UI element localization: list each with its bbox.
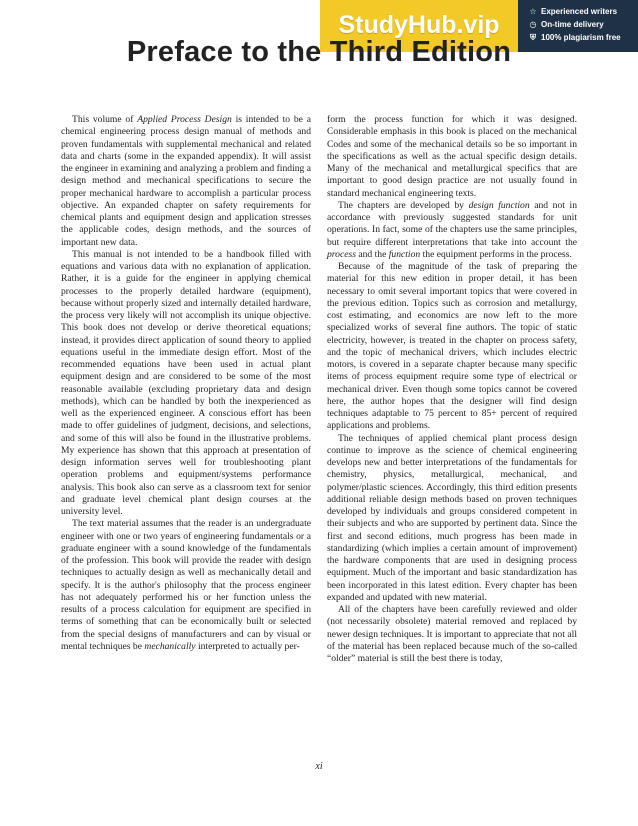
text-run: The chapters are developed by — [338, 199, 469, 211]
text-run: is intended to be a chemical engineering process design manual of methods and proven fundamentals with supplemental mechanical and related data and charts (some in the expanded appendix). It will assist the engineer in examining and analyzing a problem and finding a design method and mechanical specifications to secure the proper mechanical hardware to accomplish a particular process objective. An expanded chapter on safety requirements for chemical plants and equipment design and application stresses the applicable codes, design methods, and the sources of important new data. — [61, 114, 311, 248]
badge-label: On-time delivery — [541, 20, 604, 29]
paragraph: The techniques of applied chemical plant process design continue to improve as the science of chemical engineering develops new and better interpretations of the fundamentals for chemistry, physics, metallurgical, mechanical, and polymer/plastic sciences. Accordingly, this third edition presents additional reliable design methods based on proven techniques developed by individuals and groups considered competent in their subjects and who are supported by pertinent data. Since the first and second editions, much progress has been made in standardizing (which implies a certain amount of improvement) the hardware components that are used in designing process equipment. Much of the important and basic standardization has been incorporated in this latest edition. Every chapter has been expanded and updated with new material. — [327, 432, 577, 603]
emphasis: design function — [468, 199, 530, 211]
badge-experienced-writers — [528, 5, 638, 18]
brand-logo[interactable]: StudyHub.vip — [320, 0, 518, 52]
badge-label: 100% plagiarism free — [541, 33, 621, 42]
text-run: the equipment performs in the process. — [420, 248, 572, 260]
book-title: Applied Process Design — [137, 114, 232, 125]
text-column-right — [327, 114, 577, 665]
page-title: Preface to the Third Edition — [126, 36, 512, 68]
page-number: xi — [315, 761, 323, 772]
paragraph — [61, 518, 311, 653]
text-run: and not in accordance with previously suggested standards for unit operations. In fact, some of the chapters use the same principles, but require different interpretations that take into account the — [327, 199, 577, 248]
badge-on-time-delivery — [528, 18, 638, 31]
badge-label: Experienced writers — [541, 7, 618, 16]
text-column-left — [61, 114, 311, 653]
text-run: The text material assumes that the reader is an undergraduate engineer with one or two years of engineering fundamentals or a graduate engineer with a sound knowledge of the fundamentals of the profession. This book will provide the reader with design techniques to actually design as well as mechanically detail and specify. It is the author's philosophy that the process engineer has not adequately performed his or her function unless the results of a process calculation for equipment are specified in terms of something that can be economically built or selected from the special designs of manufacturers and can by visual or mental techniques be — [61, 518, 311, 652]
paragraph: Because of the magnitude of the task of preparing the material for this new edition in proper detail, it has been necessary to omit several important topics that were covered in the previous edition. Topics such as corrosion and metallurgy, cost estimating, and economics are now left to the more specialized works of several fine authors. The topic of static electricity, however, is treated in the chapter on process safety, and the topic of mechanical drivers, which includes electric motors, is covered in a separate chapter because many specific items of process equipment require some type of electrical or mechanical driver. Even though some topics cannot be covered here, the author hopes that the designer will find design techniques adaptable to 75 percent to 85+ percent of required applications and problems. — [327, 261, 577, 432]
emphasis: process — [327, 248, 356, 260]
text-run: and the — [355, 248, 389, 260]
paragraph: This manual is not intended to be a handbook filled with equations and various data with no explanation of application. Rather, it is a guide for the engineer in applying chemical processes to the properly detailed hardware (equipment), because without properly sized and internally detailed hardware, the process very likely will not accomplish its unique objective. This book does not develop or derive theoretical equations; instead, it provides direct application of sound theory to applied equations useful in the immediate design effort. Most of the recommended equations have been used in actual plant equipment design and are considered to be some of the most reasonable available (excluding proprietary data and design methods), which can be handled by both the inexperienced as well as the experienced engineer. A conscious effort has been made to offer guidelines of judgment, decisions, and selections, and some of this will also be found in the illustrative problems. My experience has shown that this approach at presentation of design information serves well for troubleshooting plant operation problems and equipment/systems performance analysis. This book also can serve as a classroom text for senior and graduate level chemical plant design courses at the university level. — [61, 248, 311, 517]
text-run: interpreted to actually per- — [195, 640, 300, 652]
emphasis: function — [388, 248, 421, 260]
paragraph — [327, 200, 577, 261]
paragraph — [61, 114, 311, 249]
text-run: This volume of — [72, 114, 138, 125]
clock-icon: ◷ — [529, 20, 537, 29]
paragraph: All of the chapters have been carefully reviewed and older (not necessarily obsolete) material removed and replaced by newer design techniques. It is important to appreciate that not all of the material has been replaced because much of the so-called “older” material is still the best there is today, — [327, 604, 577, 664]
paragraph: form the process function for which it was designed. Considerable emphasis in this book is placed on the mechanical Codes and some of the mechanical details so be so important in the specifications as well as the actual specific design details. Many of the mechanical and metallurgical specifics that are important to good design practice are not usually found in standard mechanical engineering texts. — [327, 114, 577, 199]
emphasis: mechanically — [144, 640, 196, 652]
star-icon: ☆ — [529, 7, 537, 16]
shield-icon: ⛨ — [530, 32, 536, 42]
